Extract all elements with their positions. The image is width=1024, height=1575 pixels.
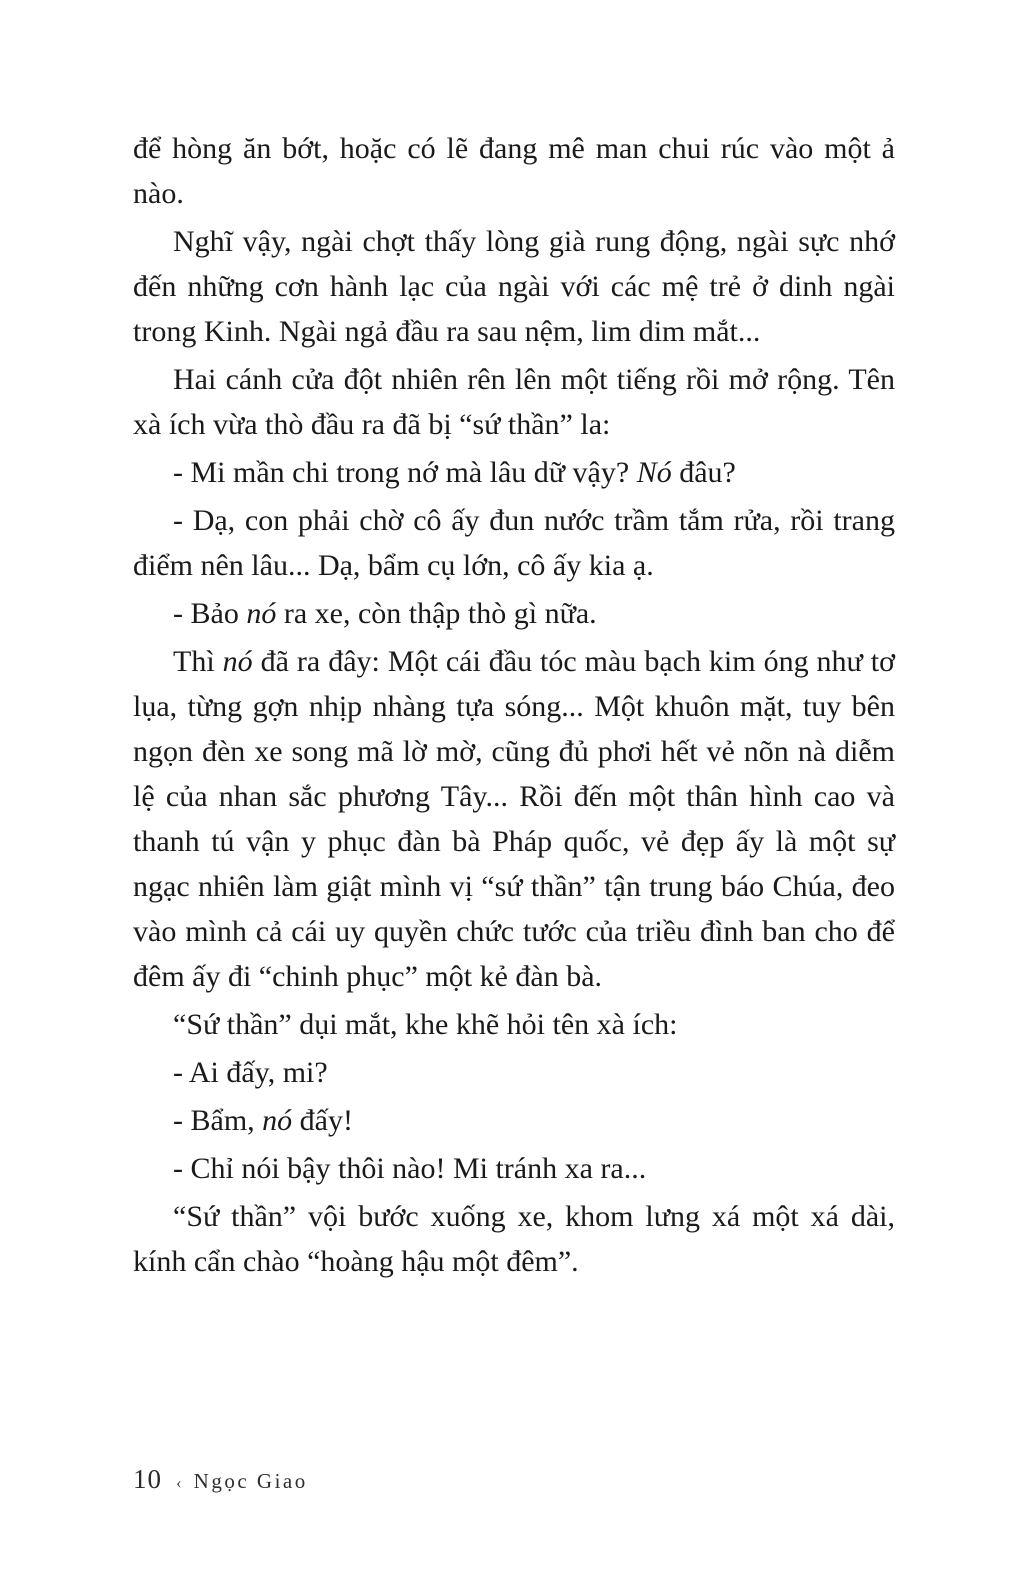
paragraph: Thì nó đã ra đây: Một cái đầu tóc màu bạch kim óng như tơ lụa, từng gợn nhịp nhàng tựa sóng... Một khuôn mặt, tuy bên ngọn đèn xe song mã lờ mờ, cũng đủ phơi hết vẻ nõn nà diễm lệ của nhan sắc phương Tây... Rồi đến một thân hình cao và thanh tú vận y phục đàn bà Pháp quốc, vẻ đẹp ấy là một sự ngạc nhiên làm giật mình vị “sứ thần” tận trung báo Chúa, đeo vào mình cả cái uy quyền chức tước của triều đình ban cho để đêm ấy đi “chinh phục” một kẻ đàn bà. [133, 645, 895, 993]
page-text [133, 126, 895, 1287]
paragraph: - Bảo nó ra xe, còn thập thò gì nữa. [173, 597, 597, 630]
footer-separator-icon: ‹ [176, 1473, 182, 1492]
paragraph: - Chỉ nói bậy thôi nào! Mi tránh xa ra... [173, 1152, 647, 1185]
footer-author: Ngọc Giao [193, 1469, 308, 1493]
paragraph: - Bẩm, nó đấy! [173, 1104, 353, 1137]
paragraph: để hòng ăn bớt, hoặc có lẽ đang mê man chui rúc vào một ả nào. [133, 132, 895, 210]
paragraph: - Ai đấy, mi? [173, 1056, 328, 1089]
paragraph: “Sứ thần” dụi mắt, khe khẽ hỏi tên xà ích: [173, 1008, 678, 1041]
italic-run: nó [222, 645, 253, 678]
paragraph: Hai cánh cửa đột nhiên rên lên một tiếng rồi mở rộng. Tên xà ích vừa thò đầu ra đã bị “sứ thần” la: [133, 363, 895, 441]
italic-run: nó [246, 597, 277, 630]
paragraph: Nghĩ vậy, ngài chợt thấy lòng già rung động, ngài sực nhớ đến những cơn hành lạc của ngài với các mệ trẻ ở dinh ngài trong Kinh. Ngài ngả đầu ra sau nệm, lim dim mắt... [133, 225, 895, 348]
page-number: 10 [133, 1464, 162, 1494]
paragraph: - Mi mần chi trong nớ mà lâu dữ vậy? Nó đâu? [173, 456, 736, 489]
italic-run: Nó [636, 456, 672, 489]
page-footer [133, 1464, 308, 1495]
paragraph: “Sứ thần” vội bước xuống xe, khom lưng xá một xá dài, kính cẩn chào “hoàng hậu một đêm”. [133, 1200, 895, 1278]
italic-run: nó [262, 1104, 293, 1137]
paragraph: - Dạ, con phải chờ cô ấy đun nước trầm tắm rửa, rồi trang điểm nên lâu... Dạ, bẩm cụ lớn, cô ấy kia ạ. [133, 504, 895, 582]
